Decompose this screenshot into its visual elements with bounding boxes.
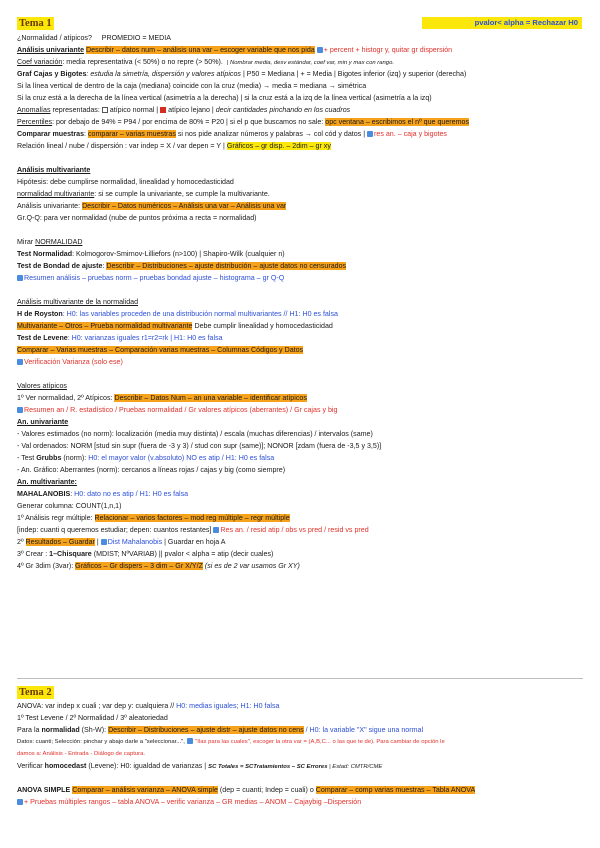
pvalue-rule-banner: pvalor< alpha = Rechazar H0	[422, 17, 582, 29]
checkbox-icon	[17, 275, 23, 281]
line-indep-depen: [indep: cuanti q queremos estudiar; depen: cuantos restantes] Res an. / resid atip / obs vs pred / resid vs pred	[17, 526, 369, 534]
line-anova-vars: ANOVA: var indep x cuali ; var dep y: cualquiera // H0: medias iguales; H1: H0 falsa	[17, 702, 280, 710]
line-gr-3dim: 4º Gr 3dim (3var): Gráficos – Gr dispers – 3 dim – Gr X/Y/Z (si es de 2 var usamos Gr XY)	[17, 562, 300, 570]
line-homocedasticidad: Verificar homocedast (Levene): H0: igualdad de varianzas | SC Totales = SCTratamientos – SC Errores | Estad: CMTR/CME	[17, 762, 383, 770]
line-comparar-varias: Comparar – Varias muestras – Comparación varias muestras – Columnas Códigos y Datos	[17, 346, 304, 354]
section-divider	[17, 678, 583, 679]
line-resultados-guardar: 2º Resultados – Guardar | Dist Mahalanobis | Guardar en hoja A	[17, 538, 226, 546]
line-test-bondad-ajuste: Test de Bondad de ajuste: Describir – Distribuciones – ajuste distribución – ajuste datos no censurados	[17, 262, 347, 270]
line-simetria: Si la línea vertical de dentro de la caja (mediana) coincide con la cruz (media) → media = mediana → simétrica	[17, 82, 367, 90]
checkbox-icon	[367, 131, 373, 137]
line-anomalias: Anomalías representadas: atípico normal | atípico lejano | decir cantidades pinchando en los cuadros	[17, 106, 351, 114]
checkbox-icon	[213, 527, 219, 533]
heading-an-univariante: An. univariante	[17, 418, 69, 426]
line-test-levene: Test de Levene: H0: varianzas iguales r1=r2=rk | H1: H0 es falsa	[17, 334, 223, 342]
line-pruebas-multiples: + Pruebas múltiples rangos – tabla ANOVA – verific varianza – GR medias – ANOM – Cajaybig –Dispersión	[17, 797, 590, 807]
line-mahalanobis: MAHALANOBIS: H0: dato no es atip / H1: H0 es falsa	[17, 490, 189, 498]
line-hipotesis: Hipótesis: debe cumplirse normalidad, linealidad y homocedasticidad	[17, 178, 234, 186]
checkbox-icon	[317, 47, 323, 53]
line-verificacion-varianza: Verificación Varianza (solo ese)	[17, 357, 590, 367]
section-title-tema-1: Tema 1	[19, 18, 52, 29]
section-title-tema-2: Tema 2	[19, 687, 52, 698]
line-asimetria: Si la cruz está a la derecha de la línea vertical (asimetría a la derecha) | si la cruz está a la izq de la línea vertical (asimetría a la izq)	[17, 94, 432, 102]
line-analisis-univariante: Análisis univariante Describir – datos num – análisis una var – escoger variable que nos pida + percent + histogr y, quitar gr dispersión	[17, 46, 453, 54]
line-anova-simple: ANOVA SIMPLE Comparar – análisis varianza – ANOVA simple (dep = cuanti; Indep = cuali) o Comparar – comp varias muestras – Tabla ANOVA	[17, 786, 476, 794]
checkbox-icon	[17, 799, 23, 805]
line-cajas-bigotes: Graf Cajas y Bigotes: estudia la simetría, dispersión y valores atípicos | P50 = Mediana | + = Media | Bigotes inferior (izq) y superior (derecha)	[17, 70, 467, 78]
heading-valores-atipicos: Valores atípicos	[17, 382, 67, 390]
line-analisis-regr: 1º Análisis regr múltiple: Relacionar – varios factores – mod reg múltiple – regr múltiple	[17, 514, 290, 522]
line-mirar-normalidad: Mirar NORMALIDAD	[17, 238, 83, 246]
line-an-grafico: - An. Gráfico: Aberrantes (norm): cercanos a líneas rojas / cajas y big (como siempre)	[17, 466, 286, 474]
line-normalidad-shw: Para la normalidad (Sh-W): Describir – Distribuciones – ajuste distr – ajuste datos no cens / H0: la variable "X" sigue una normal	[17, 726, 424, 734]
checkbox-icon	[17, 407, 23, 413]
line-comparar-muestras: Comparar muestras: comparar – varias muestras si nos pide analizar números y palabras → col cód y datos | res an. – caja y bigotes	[17, 130, 447, 138]
line-test-grubbs: - Test Grubbs (norm): H0: el mayor valor (v.absoluto) NO es atip / H1: H0 es falsa	[17, 454, 275, 462]
line-normalidad-atipicos: ¿Normalidad / atípicos? PROMEDIO = MEDIA	[17, 34, 171, 42]
atipico-lejano-square-icon	[160, 107, 166, 113]
line-dialogo-captura: damos a: Análisis - Entrada - Diálogo de captura.	[17, 751, 146, 757]
line-valores-estimados: - Valores estimados (no norm): localización (media muy distinta) / escala (muchas diferencias) / intervalos (same)	[17, 430, 373, 438]
checkbox-icon	[187, 738, 193, 744]
atipico-normal-square-icon	[102, 107, 108, 113]
line-percentiles: Percentiles: por debajo de 94% = P94 / por encima de 80% = P20 | si el p que buscamos no sale: opc ventana – escribimos el nº que queremos	[17, 118, 470, 126]
line-gr-qq: Gr.Q-Q: para ver normalidad (nube de puntos próxima a recta = normalidad)	[17, 214, 257, 222]
line-resumen-an: Resumen an / R. estadístico / Pruebas normalidad / Gr valores atípicos (aberrantes) / Gr cajas y big	[17, 405, 590, 415]
line-resumen-analisis: Resumen análisis – pruebas norm – pruebas bondad ajuste – histograma – gr Q-Q	[17, 273, 590, 283]
heading-an-multivariante: An. multivariante:	[17, 478, 77, 486]
line-coef-variacion: Coef variación: media representativa (< 50%) o no repre (> 50%). | Nombrar media, desv estándar, coef var, min y max con rango.	[17, 58, 394, 66]
line-chisquare: 3º Crear : 1–Chisquare (MDIST; NºVARIAB) || pvalor < alpha = atip (decir cuales)	[17, 550, 274, 558]
line-datos-seleccion: Datos: cuanti; Selección: pinchar y abajo darle a "seleccionar...", "Ilas para las cuales", escoger la otra var = (A,B,C... o las que te de). Para cambiar de opción le	[17, 739, 445, 745]
line-analisis-univariante-2: Análisis univariante: Describir – Datos numéricos – Análisis una var – Análisis una var	[17, 202, 287, 210]
line-test-order: 1º Test Levene / 2º Normalidad / 3º aleatoriedad	[17, 714, 168, 722]
line-multivariante-prueba: Multivariante – Otros – Prueba normalidad multivariante Debe cumplir linealidad y homocedasticidad	[17, 322, 333, 330]
line-test-normalidad: Test Normalidad: Kolmogorov-Smirnov-Lilliefors (n>100) | Shapiro-Wilk (cualquier n)	[17, 250, 285, 258]
heading-normalidad-multivariante: Análisis multivariante de la normalidad	[17, 298, 139, 306]
line-val-ordenados: - Val ordenados: NORM [stud sin supr (fuera de -3 y 3) / stud con supr (same)]; NONOR [zdam (fuera de -3,5 y 3,5)]	[17, 442, 382, 450]
checkbox-icon	[101, 539, 107, 545]
heading-analisis-multivariante: Análisis multivariante	[17, 166, 91, 174]
line-relacion-lineal: Relación lineal / nube / dispersión : var indep = X / var depen = Y | Gráficos – gr disp. – 2dim – gr xy	[17, 142, 331, 150]
line-ver-normalidad: 1º Ver normalidad, 2º Atípicos: Describir – Datos Num – an una variable – identificar atípicos	[17, 394, 307, 402]
checkbox-icon	[17, 359, 23, 365]
line-h-royston: H de Royston: H0: las variables proceden de una distribución normal multivariantes // H1: H0 es falsa	[17, 310, 338, 318]
line-normalidad-multivariante: normalidad multivariante: si se cumple la univariante, se cumple la multivariante.	[17, 190, 270, 198]
line-generar-columna: Generar columna: COUNT(1,n,1)	[17, 502, 122, 510]
